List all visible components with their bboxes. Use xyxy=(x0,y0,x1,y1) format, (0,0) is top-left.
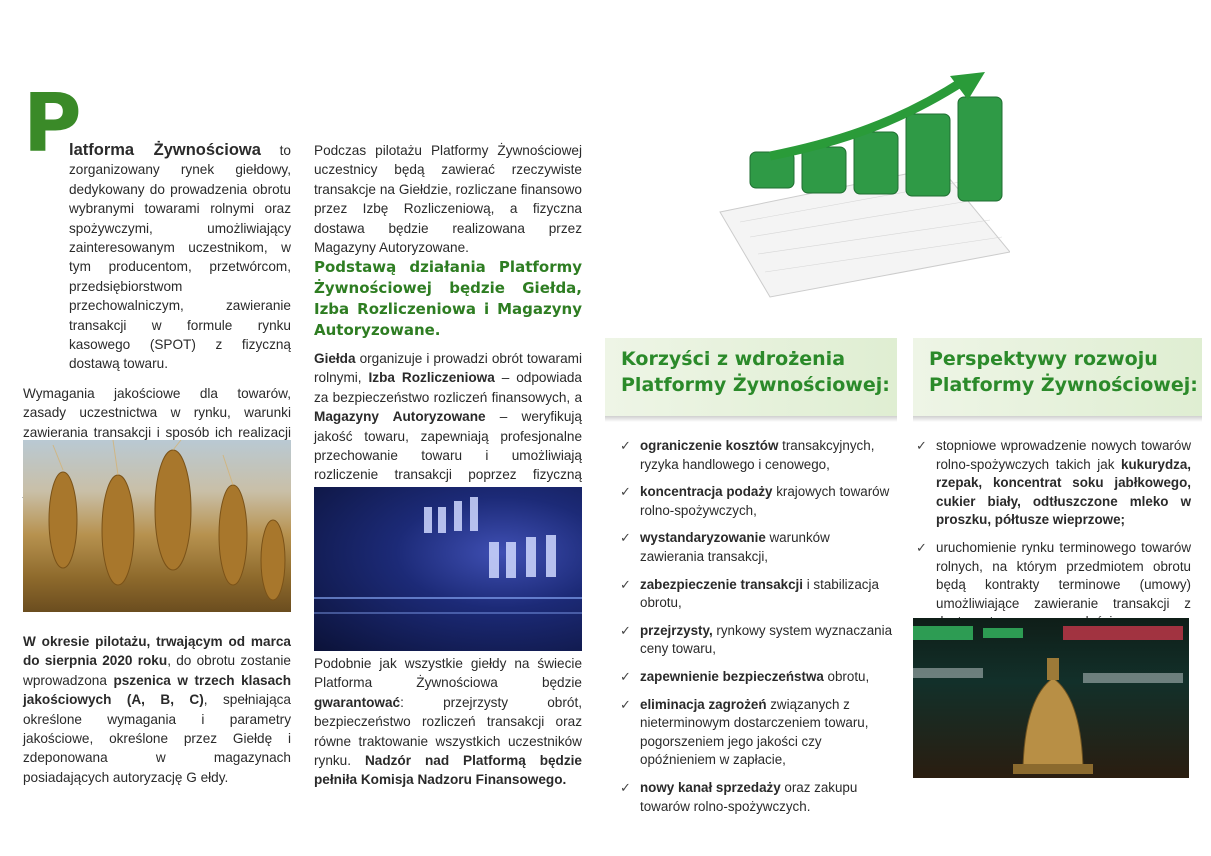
check-icon: ✓ xyxy=(620,484,631,500)
benefit-bold: ograniczenie kosztów xyxy=(640,438,779,453)
wheat-photo xyxy=(23,440,291,612)
list-item xyxy=(620,437,895,474)
list-item xyxy=(916,437,1191,530)
benefit-text: transakcyjnych, ryzyka handlowego i cenowego, xyxy=(640,438,875,472)
benefit-bold: przejrzysty, xyxy=(640,622,713,638)
pilot-transactions-paragraph: Podczas pilotażu Platformy Żywnościowej uczestnicy będą zawierać rzeczywiste transakcje na Giełdzie, rozliczane finansowo przez Izbę Rozliczeniową, a fizyczna dostawa będzie realizowana przez Magazyny Autoryzowane. xyxy=(314,143,582,256)
prospects-title-line1: Perspektywy rozwoju xyxy=(929,348,1158,370)
list-item xyxy=(620,696,895,770)
p2-bold-3: Magazyny Autoryzowane xyxy=(314,409,486,425)
prospect-text-1: stopniowe wprowadzenie nowych towarów rolno-spożywczych takich jak xyxy=(936,438,1191,472)
check-icon: ✓ xyxy=(620,668,631,684)
benefit-text: obrotu, xyxy=(823,668,870,684)
benefits-title-line1: Korzyści z wdrożenia xyxy=(621,348,846,370)
benefit-bold: eliminacja zagrożeń xyxy=(640,696,767,712)
check-icon: ✓ xyxy=(620,622,631,638)
list-item xyxy=(620,529,895,566)
pilot-paragraph xyxy=(23,632,291,787)
check-icon: ✓ xyxy=(620,696,631,712)
lead-text: to zorganizowany rynek giełdowy, dedykowany do prowadzenia obrotu wybranymi towarami rolnymi oraz spożywczymi, umożliwiający zainteresowanym uczestnikom, w tym producentom, przetwórcom, przedsiębiorstwom przechowalniczym, zawieranie transakcji w formule rynku kasowego (SPOT) z fizyczną dostawą towaru. xyxy=(69,143,291,372)
check-icon: ✓ xyxy=(620,779,631,795)
p2-bold-2: Izba Rozliczeniowa xyxy=(368,370,495,386)
check-icon: ✓ xyxy=(916,438,927,453)
prospect-bold-1: kukurydza, rzepak, koncentrat soku jabłkowego, cukier biały, odtłuszczone mleko w proszku, półtusze wieprzowe; xyxy=(936,456,1191,528)
benefit-text: oraz zakupu towarów rolno-spożywczych. xyxy=(640,779,858,814)
p3-bold-1: gwarantować xyxy=(314,694,401,710)
prospects-title-line2: Platformy Żywnościowej: xyxy=(929,374,1198,396)
guarantees-paragraph xyxy=(314,654,582,790)
benefit-text: rynkowy system wyznaczania ceny towaru, xyxy=(640,622,893,657)
prospect-text-2: uruchomienie rynku terminowego towarów rolnych, na którym przedmiotem obrotu będą kontrakty terminowe (umowy) umożliwiające zawieranie transakcji z xyxy=(936,539,1191,611)
benefit-bold: zabezpieczenie transakcji xyxy=(640,576,803,592)
benefit-bold: zapewnienie bezpieczeństwa xyxy=(640,668,824,684)
pilot-bold-2: pszenica w trzech klasach jakościowych (A, B, C) xyxy=(23,672,292,708)
check-icon: ✓ xyxy=(620,438,631,453)
prospects-list xyxy=(916,437,1191,641)
list-item xyxy=(620,622,895,659)
p2-text-1: organizuje i prowadzi obrót towarami rolnymi, xyxy=(314,351,582,386)
institutions-paragraph xyxy=(314,349,582,504)
benefits-title-line2: Platformy Żywnościowej: xyxy=(621,374,890,396)
prospects-header xyxy=(913,338,1202,416)
check-icon: ✓ xyxy=(620,530,631,546)
stock-ticker-photo xyxy=(314,487,582,651)
requirements-paragraph: Wymagania jakościowe dla towarów, zasady uczestnictwa w rynku, warunki zawierania transakcji i sposób ich realizacji xyxy=(23,385,291,440)
benefit-bold: koncentracja podaży xyxy=(640,484,773,500)
benefit-text: krajowych towarów rolno-spożywczych, xyxy=(640,484,890,518)
list-item xyxy=(620,668,895,687)
check-icon: ✓ xyxy=(620,576,631,592)
basis-heading: Podstawą działania Platformy Żywnościowej będzie Giełda, Izba Rozliczeniowa i Magazyny Autoryzowane. xyxy=(314,258,582,339)
benefit-text: warunków zawierania transakcji, xyxy=(640,530,830,564)
p2-text-2: – odpowiada za bezpieczeństwo rozliczeń finansowych, a xyxy=(314,370,582,405)
dropcap-letter: P xyxy=(23,77,79,170)
benefit-text: związanych z nieterminowym dostarczeniem towaru, pogorszeniem jego jakości czy opóźnieniem w zapłacie, xyxy=(640,696,869,768)
pilot-text-2: , spełniająca określone wymagania i parametry jakościowe, określone przez Giełdę i zdeponowana w magazynach posiadających autoryzację G ełdy. xyxy=(23,692,291,785)
list-item xyxy=(620,483,895,520)
pilot-text-1: , do obrotu zostanie wprowadzona xyxy=(23,653,291,688)
check-icon: ✓ xyxy=(916,539,927,555)
benefits-header xyxy=(605,338,897,416)
benefit-bold: wystandaryzowanie xyxy=(640,530,766,546)
exchange-bell-photo xyxy=(913,618,1189,778)
pilot-bold-1: W okresie pilotażu, trwającym od marca do sierpnia 2020 roku xyxy=(23,634,291,669)
benefit-text: i stabilizacja obrotu, xyxy=(640,576,879,611)
p3-text-1: Podobnie jak wszystkie giełdy na świecie Platforma Żywnościowa będzie xyxy=(314,656,582,691)
lead-title: latforma Żywnościowa xyxy=(69,141,261,159)
p3-text-2: : przejrzysty obrót, bezpieczeństwo rozliczeń transakcji oraz równe traktowanie wszystkich uczestników rynku. xyxy=(314,694,582,769)
benefit-bold: nowy kanał sprzedaży xyxy=(640,779,781,795)
benefits-list xyxy=(620,437,895,825)
list-item xyxy=(620,576,895,613)
growth-chart-illustration xyxy=(710,72,1010,302)
p3-bold-2: Nadzór nad Platformą będzie pełniła Komisja Nadzoru Finansowego. xyxy=(314,753,582,788)
p2-text-3: – weryfikują jakość towaru, zapewniają profesjonalne przechowanie towaru i umożliwiają rozliczenie transakcji poprzez fizyczną xyxy=(314,409,582,483)
list-item xyxy=(620,779,895,816)
p2-bold-1: Giełda xyxy=(314,351,356,366)
